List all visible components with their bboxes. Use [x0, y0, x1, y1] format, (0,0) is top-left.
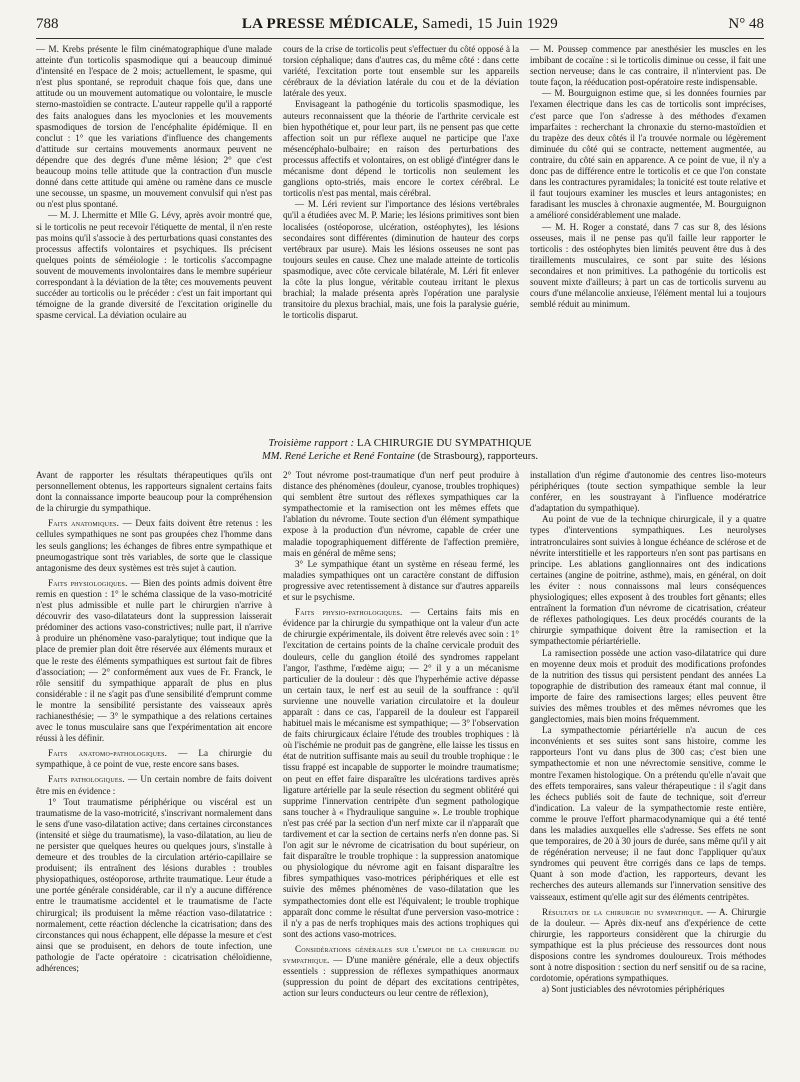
paragraph-text: 3° Le sympathique étant un système en réseau fermé, les maladies sympathiques ont un caractère constant de diffusion progressive avec retentissement à distance sur d'autres appareils et sur le psychisme.: [283, 558, 519, 603]
paragraph: [530, 470, 766, 514]
paragraph: [283, 559, 519, 603]
bottom-column-3: [530, 470, 766, 1066]
paragraph: [530, 907, 766, 985]
paragraph-text: a) Sont justiciables des névrotomies périphériques: [542, 984, 725, 995]
report-subject: LA CHIRURGIE DU SYMPATHIQUE: [356, 437, 532, 449]
report-title: [36, 436, 764, 450]
paragraph-text: — La chirurgie du sympathique, à ce point de vue, reste encore sans bases.: [36, 748, 272, 770]
paragraph-text: 2° Tout névrome post-traumatique d'un nerf peut produire à distance des phénomènes (douleur, cyanose, troubles trophiques) qui semblent être surtout des réflexes sympathiques car la sympathectomie et la ramisection ont les mêmes effets que l'ablation du névrome. Toute section d'un élément sympathique expose à la production d'un névrome, capable de créer une maladie topographiquement différente de l'affection première, mais en général de même sens;: [283, 470, 519, 558]
section-heading: Faits physio-pathologiques.: [295, 607, 403, 618]
paragraph: — M. Bourguignon estime que, si les données fournies par l'examen électrique dans les cas de torticolis sont imprécises, c'est parce que l'on s'adresse à des méthodes d'examen imparfaites : recherchant la chronaxie du sterno-mastoïdien et du trapèze des deux côtés il l'a trouvée normale ou légèrement diminuée du côté qui se contracte, nettement augmentée, au contraire, du côté sain en apparence. A ce point de vue, il n'y a donc pas de différence entre le torticolis et ce que l'on constate dans les contractures pyramidales; la tonicité est toute relative et il faut toujours examiner les muscles et leurs antagonistes; en faradisant les muscles à chronaxie augmentée, M. Bourguignon a amélioré considérablement une malade.: [530, 88, 766, 221]
section-heading: Faits physiologiques.: [48, 577, 128, 588]
bottom-column-1: [36, 470, 272, 1066]
paragraph-text: — Certains faits mis en évidence par la chirurgie du sympathique ont la valeur d'un acte de chirurgie expérimentale, ils doivent être relevés avec soin : 1° l'excitation de certains points de la chaîne cervicale produit des douleurs, celle du ganglion étoilé des syndromes rappelant l'angor, l'asthme, l'œdème aigu; — 2° il y a un mécanisme particulier de la douleur : dès que l'hyperhémie active dépasse un certain taux, le nerf est au seuil de la souffrance : qu'il survienne une nouvelle variation circulatoire et la douleur apparaît : dans ce cas, l'appareil de la douleur est l'appareil habituel mais le mécanisme est sympathique; — 3° l'observation de faits chirurgicaux éclaire l'étude des troubles trophiques : là où l'ischémie ne produit pas de gangrène, elle laisse les tissus en état de nutrition suffisante mais au seuil du trouble trophique : le tissu frappé est incapable de supporter le moindre traumatisme; on peut en effet faire disparaître les ulcérations tardives après ligature artérielle par la seule résection du segment oblitéré qui supprime l'innervation centripète d'un segment pathologique sans toucher à « l'hydraulique sanguine ». Le trouble trophique n'est pas créé par la section d'un nerf mixte car il n'apparaît que tardivement et car la section de certains nerfs n'en donne pas. Si l'on agit sur le névrome de cicatrisation du bout supérieur, on fait disparaître le trouble trophique : la suppression anatomique ou physiologique du névrome agit en faisant disparaître les fibres sympathiques vaso-motrices périphériques et elle est suivie des mêmes phénomènes de vaso-dilatation que les sympathectomies dont elle est l'équivalent; le trouble trophique apparaît donc comme le résultat d'une perversion vaso-motrice : il n'y a pas de nerfs trophiques mais des actions trophiques qui sont des actions vaso-motrices.: [283, 607, 519, 939]
author-affiliation: (de Strasbourg), rapporteurs.: [417, 451, 538, 462]
paragraph: [36, 748, 272, 770]
paragraph: — M. Krebs présente le film cinématographique d'une malade atteinte d'un torticolis spasmodique qui a beaucoup diminué d'intensité en l'espace de 2 mois; actuellement, le spasme, qui n'est plus spontané, se reproduit chaque fois que, dans une attitude ou un mouvement automatique ou volontaire, le muscle sterno-mastoïdien se contracte. L'auteur rappelle qu'il a rapporté des faits analogues dans les myoclonies et les mouvements spasmodiques de torsion de l'encéphalite épidémique. Il en conclut : 1° que les variations d'influence des changements d'attitude sur certains mouvements anormaux peuvent ne dépendre que des degrés d'une même lésion; 2° que c'est beaucoup moins telle attitude que la contraction d'un muscle donné dans cette attitude qui amène ou ramène dans ce muscle une secousse, un spasme, un mouvement convulsif qui n'est pas ou n'est plus spontané.: [36, 44, 272, 210]
paragraph: — M. Léri revient sur l'importance des lésions vertébrales qu'il a étudiées avec M. P. Marie; les lésions primitives sont bien localisées (ostéoporose, ulcération, ostéophytes), les lésions secondaires sont différentes (diminution de hauteur des corps vertébraux par usure). Mais les lésions osseuses ne sont pas toujours seules en cause. Chez une malade atteinte de torticolis spasmodique, avec côte cervicale bilatérale, M. Léri fit enlever la côte la plus longue, véritable couteau irritant le plexus brachial; la malade présenta après l'opération une paralysie transitoire du plexus brachial, mais, une fois la paralysie guérie, le torticolis disparut.: [283, 199, 519, 321]
paragraph: [36, 518, 272, 573]
top-column-1: [36, 44, 272, 450]
paragraph: [36, 578, 272, 744]
paragraph: [530, 514, 766, 647]
paragraph-text: Avant de rapporter les résultats thérapeutiques qu'ils ont personnellement obtenus, les rapporteurs signalent certains faits dont la connaissance importe beaucoup pour la compréhension de la chirurgie du sympathique.: [36, 470, 272, 514]
paragraph-text: La sympathectomie périartérielle n'a aucun de ces inconvénients et ses suites sont sans histoire, comme les rapporteurs l'ont vu dans plus de 300 cas; c'est bien une sympathectomie et non une névrectomie sensitive, comme le montre l'examen histologique. On a prétendu qu'elle n'avait que des effets temporaires, sans valeur thérapeutique : il s'agit dans les échecs publiés soit de faute de technique, soit d'erreur d'indication. La valeur de la sympathectomie reste entière, comme le prouve l'effort pharmacodynamique qui a été tenté dans les maladies auxquelles elle s'adresse. Ses effets ne sont que temporaires, de 20 à 30 jours de durée, sans même qu'il y ait de régénération nerveuse; il ne faut donc l'appliquer qu'aux syndromes qui peuvent être corrigés dans ce laps de temps. Quant à son mode d'action, les rapporteurs, devant les recherches des auteurs allemands sur l'innervation sensitive des vaisseaux, estiment qu'elle agit sur des éléments centripètes.: [530, 725, 766, 902]
paragraph: [36, 797, 272, 975]
paragraph-text: — Deux faits doivent être retenus : les cellules sympathiques ne sont pas groupées chez l'homme dans les seuls ganglions; les échanges de fibres entre sympathique et pneumogastrique sont très variables, de sorte que le classique antagonisme des deux systèmes est très sujet à caution.: [36, 518, 272, 573]
issue-date: Samedi, 15 Juin 1929: [422, 16, 559, 32]
page-number: 788: [36, 16, 59, 32]
paragraph-text: Au point de vue de la technique chirurgicale, il y a quatre types d'interventions sympathiques. Les neurolyses intratronculaires sont suivies à longue échéance de sclérose et de névrite interstitielle et les rapporteurs n'en sont pas partisans en principe. Les ablations ganglionnaires ont des indications certaines (angine de poitrine, asthme), mais, en général, on doit les éviter : nous connaissons mal leurs conséquences physiologiques; elles exposent à des troubles fort gênants; elles entraînent la formation d'un névrome de cicatrisation, créateur de réflexes pathologiques. Les deux procédés courants de la chirurgie sympathique doivent être la ramisection et la sympathectomie périartérielle.: [530, 514, 766, 647]
section-heading: Considérations générales sur l'emploi de la chirurgie du sympathique.: [283, 943, 519, 966]
paragraph-text: — Un certain nombre de faits doivent être mis en évidence :: [36, 774, 272, 796]
paragraph-text: — D'une manière générale, elle a deux objectifs essentiels : suppression de réflexes sympathiques anormaux (suppression du point de départ des excitations centripètes, action sur leurs conducteurs ou leur centre de réflexion),: [283, 955, 519, 999]
page-header: [36, 16, 764, 39]
journal-name: LA PRESSE MÉDICALE,: [241, 16, 419, 32]
report-authors: [36, 450, 764, 464]
paragraph: [530, 725, 766, 903]
report-heading: [36, 436, 764, 464]
top-column-3: [530, 44, 766, 450]
paragraph-text: — Bien des points admis doivent être remis en question : 1° le schéma classique de la vaso-motricité n'est plus admissible et nulle part le chirurgien n'arrive à découvrir des vaso-dilatateurs dont la suppression laisserait prédominer des actions vaso-constrictives; nulle part, il n'arrive à produire un phénomène vaso-paralytique; tout indique que la place de premier plan doit être réservée aux éléments muraux et que le reste des éléments sympathiques est surtout fait de fibres d'association; — 2° conformément aux vues de Fr. Franck, le rôle sensitif du sympathique apparaît de plus en plus considérable : il ne s'agit pas d'une sensibilité d'emprunt comme le montre la sensibilité persistante des vaisseaux après rachianesthésie; — 3° le sympathique a des relations certaines avec le tonus musculaire sans que l'expérimentation ait encore réussi à les définir.: [36, 577, 272, 744]
paragraph-text: installation d'un régime d'autonomie des centres liso-moteurs périphériques (toute section sympathique semble la leur conférer, en les soustrayant à l'influence modératrice d'adaptation du sympathique).: [530, 470, 766, 514]
paragraph: [36, 774, 272, 796]
paragraph: — M. Poussep commence par anesthésier les muscles en les imbibant de cocaïne : si le torticolis diminue ou cesse, il fait une section nerveuse; dans le cas contraire, il n'intervient pas. De toute façon, la rééducation post-opératoire reste indispensable.: [530, 44, 766, 88]
author-names: MM. René Leriche et René Fontaine: [262, 451, 415, 462]
bottom-column-2: [283, 470, 519, 1066]
paragraph: Envisageant la pathogénie du torticolis spasmodique, les auteurs reconnaissent que la théorie de l'arthrite cervicale est bien hypothétique et, pour leur part, ils ne pensent pas que cette affection soit un pur réflexe auquel ne participe que l'axe mésencéphalo-bulbaire; en raison des perturbations des processus affectifs et volontaires, on est obligé d'intégrer dans le mécanisme dont dépend le torticolis non seulement les ganglions opto-striés, mais encore le cortex cérébral. Le torticolis n'est pas mental, mais cérébral.: [283, 99, 519, 199]
section-heading: Faits anatomo-pathologiques.: [48, 748, 168, 759]
paragraph: [36, 470, 272, 514]
paragraph: [283, 944, 519, 999]
paragraph-text: La ramisection possède une action vaso-dilatatrice qui dure en moyenne deux mois et produit des modifications profondes de la nutrition des tissus qui persistent pendant des années La topographie de distribution des rameaux étant mal connue, il importe de faire des ramisections larges; elles peuvent être suivies des mêmes troubles et des mêmes névromes que les ganglectomies, mais bien moins fréquemment.: [530, 647, 766, 725]
paragraph: cours de la crise de torticolis peut s'effectuer du côté opposé à la torsion céphalique; dans d'autres cas, du même côté : dans cette variété, l'excitation porte tout ensemble sur les appareils cérébraux de la déviation latérale du cou et de la déviation latérale des yeux.: [283, 44, 519, 99]
section-heading: Résultats de la chirurgie du sympathique.: [542, 906, 704, 917]
paragraph-text: 1° Tout traumatisme périphérique ou viscéral est un traumatisme de la vaso-motricité, s'inscrivant normalement dans le sens d'une vaso-dilatation active; dans certaines circonstances (intensité et siège du traumatisme), la vaso-dilatation, au lieu de ne persister que quelques heures ou quelques jours, s'installe à demeure et des troubles de la circulation artério-capillaire se produisent; ils entraînent des lésions durables : troubles physiopathiques, ostéoporose, arthrite traumatique. Leur étude a une portée générale considérable, car il n'y a aucune différence entre le traumatisme accidentel et le traumatisme de l'acte chirurgical; ils produisent la même réaction vaso-dilatatrice : normalement, cette réaction déclenche la cicatrisation; dans des circonstances qui nous échappent, elle dépasse la mesure et c'est ainsi que se produisent, en dehors de toute infection, une pathologie de l'acte opératoire : cicatrisation chéloïdienne, adhérences;: [36, 796, 272, 974]
paragraph: [530, 984, 766, 995]
paragraph: [283, 607, 519, 940]
paragraph-text: — A. Chirurgie de la douleur. — Après dix-neuf ans d'expérience de cette chirurgie, les rapporteurs considèrent que la chirurgie du sympathique est la plus précieuse des ressources dont nous disposions contre les syndromes douloureux. Trois méthodes sont à notre disposition : section du nerf sensitif ou de sa racine, cordotomie, opérations sympathiques.: [530, 906, 766, 984]
section-heading: Faits pathologiques.: [48, 774, 125, 785]
top-column-2: [283, 44, 519, 450]
section-heading: Faits anatomiques.: [48, 518, 120, 529]
journal-title: [36, 16, 764, 33]
issue-number: N° 48: [728, 16, 764, 32]
report-label: Troisième rapport :: [268, 437, 355, 449]
paragraph: [283, 470, 519, 559]
paragraph: [530, 648, 766, 726]
paragraph: — M. H. Roger a constaté, dans 7 cas sur 8, des lésions osseuses, mais il ne pense pas qu'il faille leur rapporter le torticolis : des ostéophytes bien limités peuvent être dus à des tiraillements musculaires, ce sont par suite des lésions secondaires et non primitives. La pathogénie du torticolis est souvent mixte d'ailleurs; à part un cas de torticolis survenu au cours d'une mélancolie anxieuse, l'élément mental lui a toujours semblé réduit au minimum.: [530, 221, 766, 310]
paragraph: — M. J. Lhermitte et Mlle G. Lévy, après avoir montré que, si le torticolis ne peut recevoir l'étiquette de mental, il n'en reste pas moins qu'il s'associe à des perturbations quasi constantes des processus affectifs volontaires et psychiques. Ils précisent quelques points de séméiologie : le torticolis s'accompagne souvent de mouvements involontaires dans le membre supérieur correspondant à la déviation de la tête; ces mouvements peuvent succéder au torticolis ou le précéder : c'est un fait important qui témoigne de la grande diversité de l'excitation originelle du spasme cervical. La déviation oculaire au: [36, 210, 272, 321]
